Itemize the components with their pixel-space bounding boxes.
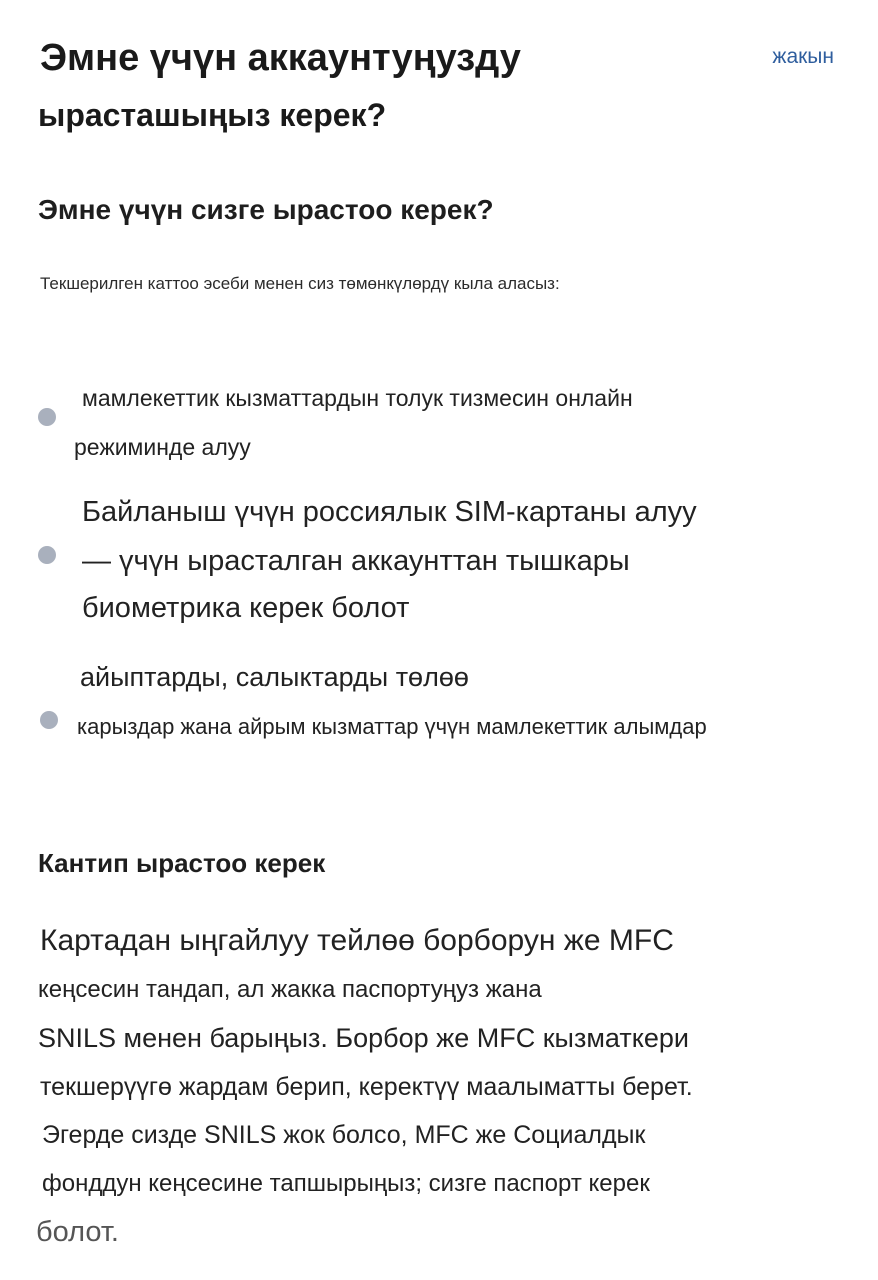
why-intro: Текшерилген каттоо эсеби менен сиз төмөнкүлөрдү кыла аласыз: [40, 274, 560, 293]
how-paragraph-line-1: Картадан ыңгайлуу тейлөө борборун же MFC [40, 924, 674, 957]
bullet-2-line-3: биометрика керек болот [82, 592, 410, 624]
page-title-line-1: Эмне үчүн аккаунтуңузду [40, 37, 521, 79]
bullet-dot-icon [40, 711, 58, 729]
how-heading: Кантип ырастоо керек [38, 848, 326, 878]
how-paragraph-line-4: текшерүүгө жардам берип, керектүү маалыматты берет. [40, 1073, 693, 1101]
bullet-1-line-1: мамлекеттик кызматтардын толук тизмесин онлайн [82, 385, 633, 411]
bullet-3-line-1: айыптарды, салыктарды төлөө [80, 662, 469, 692]
bullet-dot-icon [38, 408, 56, 426]
how-paragraph-line-5: Эгерде сизде SNILS жок болсо, MFC же Социалдык [42, 1121, 646, 1149]
bullet-1-line-2: режиминде алуу [74, 434, 251, 460]
page-title-line-2: ырасташыңыз керек? [38, 97, 387, 133]
how-paragraph-line-7: болот. [36, 1216, 119, 1248]
how-paragraph-line-6: фонддун кеңсесине тапшырыңыз; сизге паспорт керек [42, 1170, 650, 1197]
close-button[interactable]: жакын [772, 45, 834, 68]
bullet-2-line-1: Байланыш үчүн россиялык SIM-картаны алуу [82, 496, 697, 528]
why-heading: Эмне үчүн сизге ырастоо керек? [38, 194, 494, 225]
how-paragraph-line-3: SNILS менен барыңыз. Борбор же MFC кызматкери [38, 1023, 689, 1053]
bullet-2-line-2: — үчүн ырасталган аккаунттан тышкары [82, 545, 630, 577]
how-paragraph-line-2: кеңсесин тандап, ал жакка паспортуңуз жана [38, 976, 542, 1003]
bullet-dot-icon [38, 546, 56, 564]
bullet-3-line-2: карыздар жана айрым кызматтар үчүн мамлекеттик алымдар [77, 714, 707, 739]
